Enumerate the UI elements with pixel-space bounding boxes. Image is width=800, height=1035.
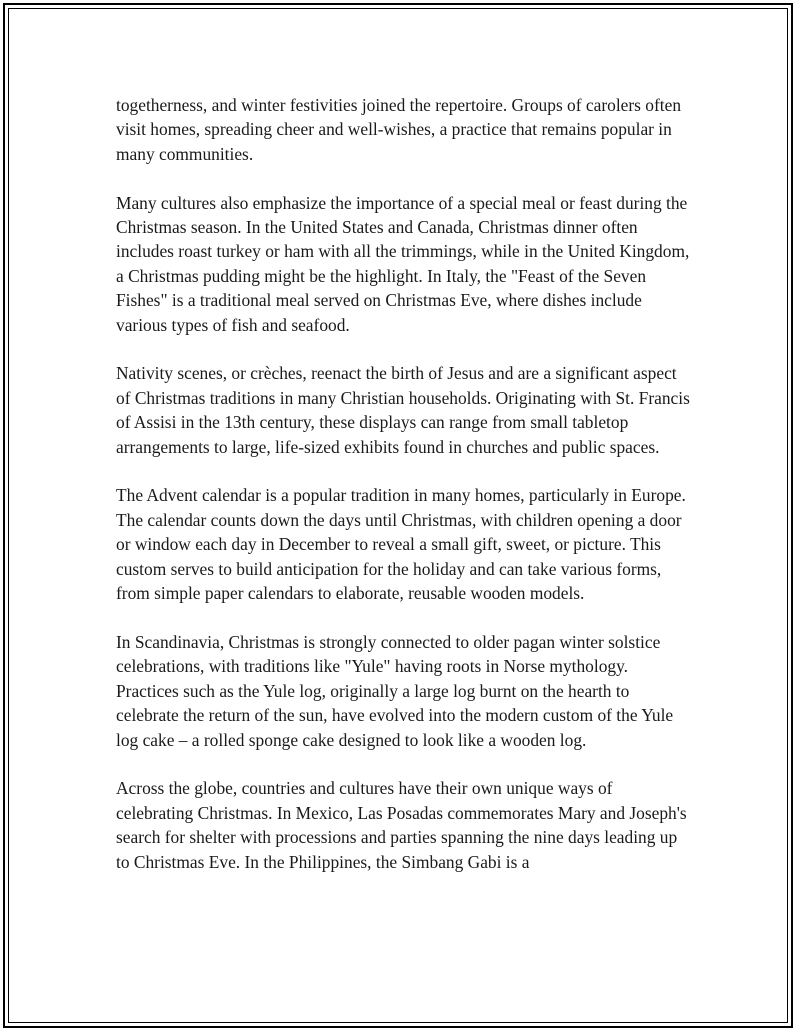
document-body bbox=[116, 93, 691, 898]
paragraph-scandinavia-yule: In Scandinavia, Christmas is strongly connected to older pagan winter solstice celebrations, with traditions like "Yule" having roots in Norse mythology. Practices such as the Yule log, originally a large log burnt on the hearth to celebrate the return of the sun, have evolved into the modern custom of the Yule log cake – a rolled sponge cake designed to look like a wooden log. bbox=[116, 631, 674, 750]
paragraph-global-celebrations: Across the globe, countries and cultures have their own unique ways of celebrating Christmas. In Mexico, Las Posadas commemorates Mary and Joseph's search for shelter with processions and parties spanning the nine days leading up to Christmas Eve. In the Philippines, the Simbang Gabi is a bbox=[116, 778, 687, 872]
paragraph-nativity-scenes: Nativity scenes, or crèches, reenact the birth of Jesus and are a significant aspect of Christmas traditions in many Christian households. Originating with St. Francis of Assisi in the 13th century, these displays can range from small tabletop arrangements to large, life-sized exhibits found in churches and public spaces. bbox=[116, 363, 690, 457]
paragraph-advent-calendar: The Advent calendar is a popular tradition in many homes, particularly in Europe. The calendar counts down the days until Christmas, with children opening a door or window each day in December to reveal a small gift, sweet, or picture. This custom serves to build anticipation for the holiday and can take various forms, from simple paper calendars to elaborate, reusable wooden models. bbox=[116, 485, 686, 604]
paragraph-christmas-meal: Many cultures also emphasize the importance of a special meal or feast during the Christmas season. In the United States and Canada, Christmas dinner often includes roast turkey or ham with all the trimmings, while in the United Kingdom, a Christmas pudding might be the highlight. In Italy, the "Feast of the Seven Fishes" is a traditional meal served on Christmas Eve, where dishes include various types of fish and seafood. bbox=[116, 192, 690, 335]
paragraph-caroling: togetherness, and winter festivities joined the repertoire. Groups of carolers often visit homes, spreading cheer and well-wishes, a practice that remains popular in many communities. bbox=[116, 95, 682, 164]
